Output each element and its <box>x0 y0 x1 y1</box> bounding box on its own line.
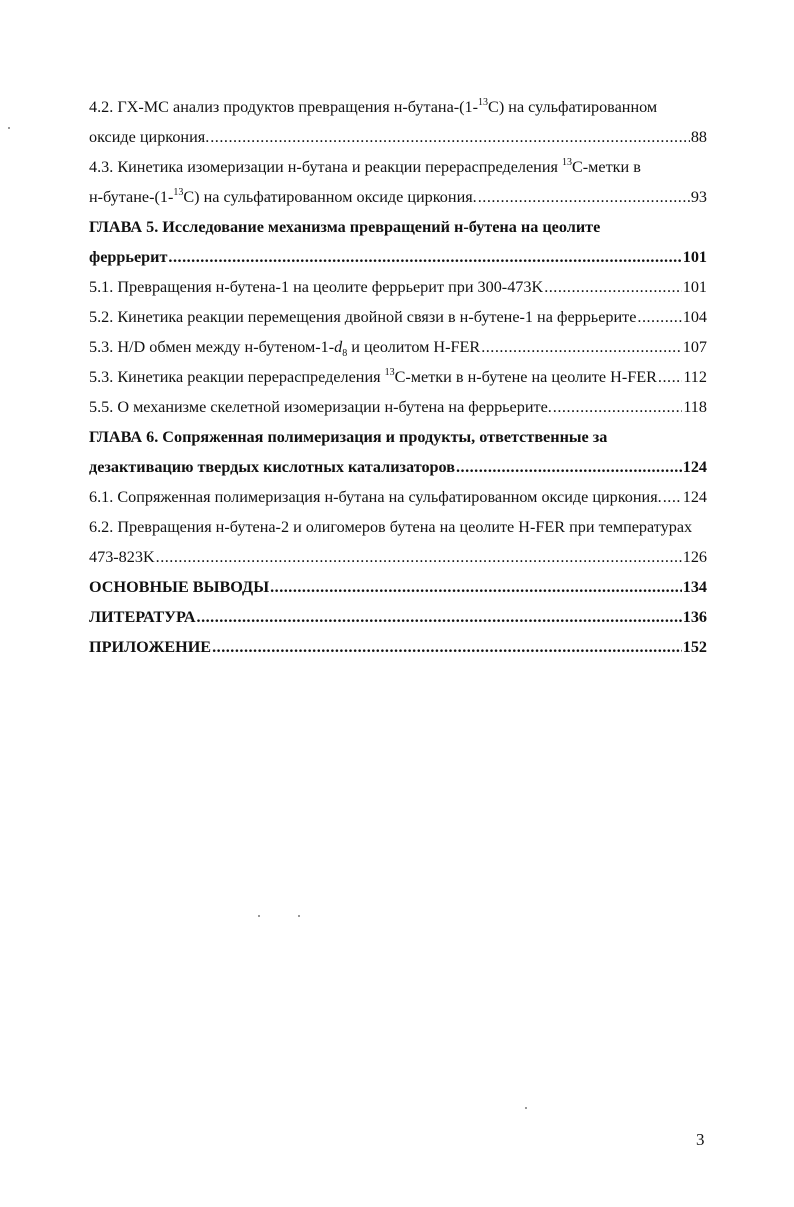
leader-dots <box>270 572 682 602</box>
page-ref: 104 <box>682 308 707 326</box>
leader-dots <box>168 242 681 272</box>
toc-entry-4-3-line1: 4.3. Кинетика изомеризации н-бутана и реакции перераспределения $^{13}$С-метки в <box>89 156 641 176</box>
toc-entry-4-3-line2: н-бутане-(1-$^{13}$С) на сульфатированном оксиде циркония. ..... 93 <box>89 182 707 212</box>
toc-literature: ЛИТЕРАТУРА ..... 136 <box>89 602 707 632</box>
toc-conclusions: ОСНОВНЫЕ ВЫВОДЫ ..... 134 <box>89 572 707 602</box>
toc-chapter-5-line1: ГЛАВА 5. Исследование механизма превращений н-бутена на цеолите <box>89 218 601 236</box>
page-ref: 101 <box>682 248 707 266</box>
leader-dots <box>478 182 690 212</box>
toc-entry-6-2-line2: 473-823K ..... 126 <box>89 542 707 572</box>
leader-dots <box>553 392 683 422</box>
page-ref: 134 <box>682 578 707 596</box>
toc-entry-6-2-line1: 6.2. Превращения н-бутена-2 и олигомеров бутена на цеолите H-FER при температурах <box>89 518 693 536</box>
toc-entry-5-2: 5.2. Кинетика реакции перемещения двойной связи в н-бутене-1 на феррьерите ..... 104 <box>89 302 707 332</box>
toc-entry-4-2-line1: 4.2. ГХ-МС анализ продуктов превращения н-бутана-(1-$^{13}$С) на сульфатированном <box>89 96 658 116</box>
page-ref: 118 <box>683 398 707 416</box>
toc-chapter-6-line2: дезактивацию твердых кислотных катализаторов ..... 124 <box>89 452 707 482</box>
page-ref: 152 <box>682 638 707 656</box>
leader-dots <box>663 482 682 512</box>
page-ref: 136 <box>682 608 707 626</box>
toc-entry-5-3-hd: 5.3. H/D обмен между $н-бутеном-1-d_8$ и цеолитом H-FER ..... 107 <box>89 332 707 362</box>
leader-dots <box>456 452 682 482</box>
leader-dots <box>481 332 682 362</box>
page-ref: 93 <box>690 188 707 206</box>
scan-speck <box>8 127 10 129</box>
page-ref: 126 <box>682 548 707 566</box>
page-number: 3 <box>696 1130 705 1149</box>
toc-chapter-6-line1: ГЛАВА 6. Сопряженная полимеризация и продукты, ответственные за <box>89 428 608 446</box>
scan-speck <box>525 1107 527 1109</box>
toc-chapter-5-line2: феррьерит ..... 101 <box>89 242 707 272</box>
leader-dots <box>156 542 682 572</box>
page-ref: 101 <box>682 278 707 296</box>
toc-entry-5-5: 5.5. О механизме скелетной изомеризации н-бутена на феррьерите. ..... 118 <box>89 392 707 422</box>
toc-entry-5-1: 5.1. Превращения н-бутена-1 на цеолите феррьерит при 300-473K ..... 101 <box>89 272 707 302</box>
page-ref: 88 <box>690 128 707 146</box>
toc-entry-5-3-kinetics: 5.3. Кинетика реакции перераспределения $^{13}$С-метки в н-бутене на цеолите H-FER ..... 112 <box>89 362 707 392</box>
leader-dots <box>210 122 690 152</box>
page-ref: 124 <box>682 458 707 476</box>
leader-dots <box>637 302 681 332</box>
leader-dots <box>212 632 682 662</box>
toc-appendix: ПРИЛОЖЕНИЕ ..... 152 <box>89 632 707 662</box>
toc-entry-4-2-line2: оксиде циркония. ..... 88 <box>89 122 707 152</box>
table-of-contents <box>89 92 707 662</box>
page-ref: 124 <box>682 488 707 506</box>
leader-dots <box>197 602 682 632</box>
scan-speck <box>258 915 260 917</box>
scan-speck <box>298 915 300 917</box>
leader-dots <box>544 272 682 302</box>
leader-dots <box>658 362 682 392</box>
page-ref: 112 <box>683 368 707 386</box>
toc-entry-6-1: 6.1. Сопряженная полимеризация н-бутана на сульфатированном оксиде циркония. ..... 124 <box>89 482 707 512</box>
page-ref: 107 <box>682 338 707 356</box>
